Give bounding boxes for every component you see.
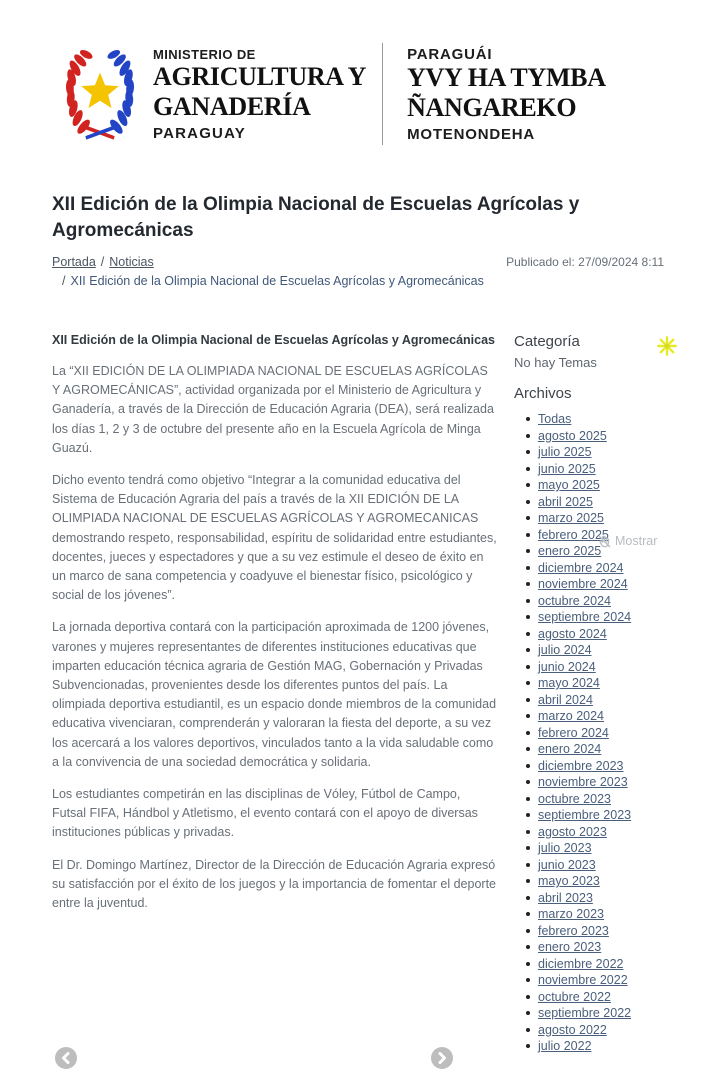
- article-paragraph: La “XII EDICIÓN DE LA OLIMPIADA NACIONAL DE ESCUELAS AGRÍCOLAS Y AGROMECÁNICAS”, actividad organizada por el Ministerio de Agricultura y Ganadería, a través de la Dirección de Educación Agraria (DEA), será realizada los días 1, 2 y 3 de octubre del presente año en la Escuela Agrícola de Minga Guazú.: [52, 364, 494, 455]
- mag-wreath-logo: [57, 40, 143, 148]
- archive-link[interactable]: marzo 2023: [538, 907, 605, 921]
- archives-title: Archivos: [514, 385, 572, 402]
- chevron-left-icon: [61, 1052, 71, 1064]
- breadcrumb-separator: /: [62, 274, 66, 288]
- archive-link[interactable]: abril 2023: [538, 890, 593, 905]
- article-paragraph: Los estudiantes competirán en las disciplinas de Vóley, Fútbol de Campo, Futsal FIFA, Hándbol y Atletismo, el evento contará con el apoyo de diversas instituciones públicas y privadas.: [52, 787, 478, 840]
- archive-link[interactable]: noviembre 2023: [538, 775, 628, 789]
- archive-list-item: [538, 428, 664, 445]
- article-paragraph: El Dr. Domingo Martínez, Director de la Dirección de Educación Agraria expresó su satisfacción por el éxito de los juegos y la importancia de fomentar el deporte entre la juventud.: [52, 857, 496, 911]
- archive-list-item: [538, 923, 664, 940]
- archive-link[interactable]: enero 2023: [538, 940, 602, 954]
- archive-link[interactable]: noviembre 2024: [538, 577, 628, 591]
- article-body: [52, 362, 497, 913]
- guarani-line2: YVY HA TYMBA: [407, 62, 606, 92]
- article: [52, 331, 497, 1071]
- archive-list-item: [538, 939, 664, 956]
- ministry-line3: GANADERÍA: [153, 91, 311, 121]
- archive-link[interactable]: marzo 2024: [538, 709, 605, 723]
- archive-link[interactable]: octubre 2023: [538, 791, 611, 806]
- archive-list-item: [538, 840, 664, 857]
- archive-list-item: [538, 692, 664, 709]
- sidebar: [514, 331, 664, 1055]
- archive-link[interactable]: septiembre 2022: [538, 1006, 632, 1020]
- guarani-line1: PARAGUÁI: [407, 45, 493, 63]
- carousel-next-button[interactable]: [431, 1047, 453, 1069]
- archive-link[interactable]: junio 2025: [538, 461, 596, 476]
- archive-link[interactable]: febrero 2024: [538, 725, 609, 740]
- archive-list-item: [538, 411, 664, 428]
- article-paragraph: La jornada deportiva contará con la participación aproximada de 1200 jóvenes, varones y mujeres representantes de diferentes instituciones educativas que imparten educación técnica agraria de Gestión MAG, Gobernación y Privadas Subvencionadas, provenientes desde los diferentes puntos del país. La olimpiada deportiva estudiantil, es un espacio donde miembros de la comunidad educativa vivenciaran, comprenderán y valoraran la fiesta del deporte, a su vez los acercará a los valores deportivos, vinculados tanto a la vida saludable como a la convivencia de una sociedad democrática y solidaria.: [52, 620, 497, 769]
- breadcrumb: [52, 253, 484, 291]
- archive-link[interactable]: diciembre 2022: [538, 956, 624, 971]
- archive-list-item: [538, 576, 664, 593]
- carousel-controls: [52, 1047, 497, 1071]
- archive-list-item: [538, 824, 664, 841]
- mostrar-label: Mostrar: [615, 534, 658, 548]
- header-ministry-wordmark: [153, 47, 366, 142]
- archive-link[interactable]: julio 2025: [538, 445, 592, 459]
- archive-list-item: [538, 609, 664, 626]
- archive-list-item: [538, 989, 664, 1006]
- archive-link[interactable]: enero 2024: [538, 742, 602, 756]
- archive-link[interactable]: mayo 2023: [538, 874, 600, 888]
- breadcrumb-section-link[interactable]: Noticias: [109, 255, 154, 269]
- archive-link[interactable]: agosto 2023: [538, 824, 607, 839]
- archive-link[interactable]: noviembre 2022: [538, 973, 628, 987]
- archive-link[interactable]: marzo 2025: [538, 511, 605, 525]
- archive-list-item: [538, 873, 664, 890]
- header-guarani-wordmark: [407, 46, 606, 143]
- archive-list-item: [538, 956, 664, 973]
- archive-list-item: [538, 477, 664, 494]
- category-title: Categoría: [514, 333, 580, 350]
- archive-link[interactable]: abril 2025: [538, 494, 593, 509]
- carousel-prev-button[interactable]: [55, 1047, 77, 1069]
- archive-list-item: [538, 675, 664, 692]
- breadcrumb-home-link[interactable]: Portada: [52, 255, 96, 269]
- archive-list-item: [538, 972, 664, 989]
- archives-list: [514, 411, 664, 1055]
- archive-link[interactable]: agosto 2022: [538, 1022, 607, 1037]
- archive-list-item: [538, 444, 664, 461]
- archive-link[interactable]: febrero 2023: [538, 923, 609, 938]
- archive-link[interactable]: mayo 2025: [538, 478, 600, 492]
- ministry-line1: MINISTERIO DE: [153, 46, 256, 62]
- archive-list-item: [538, 527, 664, 544]
- archive-list-item: [538, 626, 664, 643]
- archive-list-item: [538, 807, 664, 824]
- archive-list-item: [538, 593, 664, 610]
- archive-list-item: [538, 543, 664, 560]
- archive-list-item: [538, 890, 664, 907]
- archive-list-item: [538, 725, 664, 742]
- archive-link[interactable]: Todas: [538, 412, 572, 426]
- page-title: XII Edición de la Olimpia Nacional de Escuelas Agrícolas y Agromecánicas: [52, 194, 580, 241]
- breadcrumb-current: XII Edición de la Olimpia Nacional de Escuelas Agrícolas y Agromecánicas: [70, 274, 484, 288]
- archive-list-item: [538, 560, 664, 577]
- archive-list-item: [538, 906, 664, 923]
- archive-link[interactable]: enero 2025: [538, 544, 602, 558]
- archive-list-item: [538, 708, 664, 725]
- archive-link[interactable]: febrero 2025: [538, 527, 609, 542]
- archive-link[interactable]: septiembre 2023: [538, 808, 632, 822]
- article-paragraph: Dicho evento tendrá como objetivo “Integrar a la comunidad educativa del Sistema de Educación Agraria del país a través de la XII EDICIÓN DE LA OLIMPIADA NACIONAL DE ESCUELAS AGRÍCOLAS Y AGROMECANICAS demostrando respeto, responsabilidad, espíritu de solidaridad entre estudiantes, docentes, jueces y espectadores y que a su vez estimule el deseo de éxito en un marco de sana competencia y coadyuve el bienestar físico, psicológico y social de los jóvenes”.: [52, 473, 497, 603]
- breadcrumb-line2: [52, 272, 484, 291]
- archive-link[interactable]: octubre 2024: [538, 593, 611, 608]
- star-icon: [81, 73, 118, 109]
- archive-list-item: [538, 741, 664, 758]
- archive-list-item: [538, 1038, 664, 1055]
- archive-link[interactable]: julio 2022: [538, 1039, 592, 1053]
- archive-list-item: [538, 857, 664, 874]
- archive-list-item: [538, 758, 664, 775]
- breadcrumb-line1: [52, 253, 484, 272]
- breadcrumb-separator: /: [100, 255, 105, 269]
- archive-list-item: [538, 510, 664, 527]
- archive-link[interactable]: agosto 2024: [538, 626, 607, 641]
- archive-link[interactable]: diciembre 2023: [538, 758, 624, 773]
- guarani-line4: MOTENONDEHA: [407, 125, 536, 143]
- published-date: Publicado el: 27/09/2024 8:11: [506, 255, 664, 269]
- archive-list-item: [538, 659, 664, 676]
- archive-list-item: [538, 774, 664, 791]
- archive-list-item: [538, 1022, 664, 1039]
- header-divider: [382, 43, 383, 145]
- guarani-line3: ÑANGAREKO: [407, 92, 577, 122]
- archive-list-item: [538, 791, 664, 808]
- archive-link[interactable]: septiembre 2024: [538, 610, 632, 624]
- archive-link[interactable]: junio 2024: [538, 659, 596, 674]
- archive-link[interactable]: julio 2023: [538, 841, 592, 855]
- ministry-line2: AGRICULTURA Y: [153, 61, 367, 91]
- archive-list-item: [538, 1005, 664, 1022]
- article-heading: XII Edición de la Olimpia Nacional de Escuelas Agrícolas y Agromecánicas: [52, 333, 495, 347]
- archive-link[interactable]: diciembre 2024: [538, 560, 624, 575]
- ministry-line4: PARAGUAY: [153, 124, 246, 142]
- category-empty-text: No hay Temas: [514, 355, 597, 370]
- archive-list-item: [538, 461, 664, 478]
- accessibility-asterisk-icon[interactable]: [656, 335, 678, 357]
- archive-link[interactable]: agosto 2025: [538, 428, 607, 443]
- archive-list-item: [538, 494, 664, 511]
- archive-list-item: [538, 642, 664, 659]
- archive-link[interactable]: junio 2023: [538, 857, 596, 872]
- archive-link[interactable]: julio 2024: [538, 643, 592, 657]
- archive-link[interactable]: mayo 2024: [538, 676, 600, 690]
- archive-link[interactable]: abril 2024: [538, 692, 593, 707]
- site-header: [0, 0, 707, 160]
- chevron-right-icon: [437, 1052, 447, 1064]
- archive-link[interactable]: octubre 2022: [538, 989, 611, 1004]
